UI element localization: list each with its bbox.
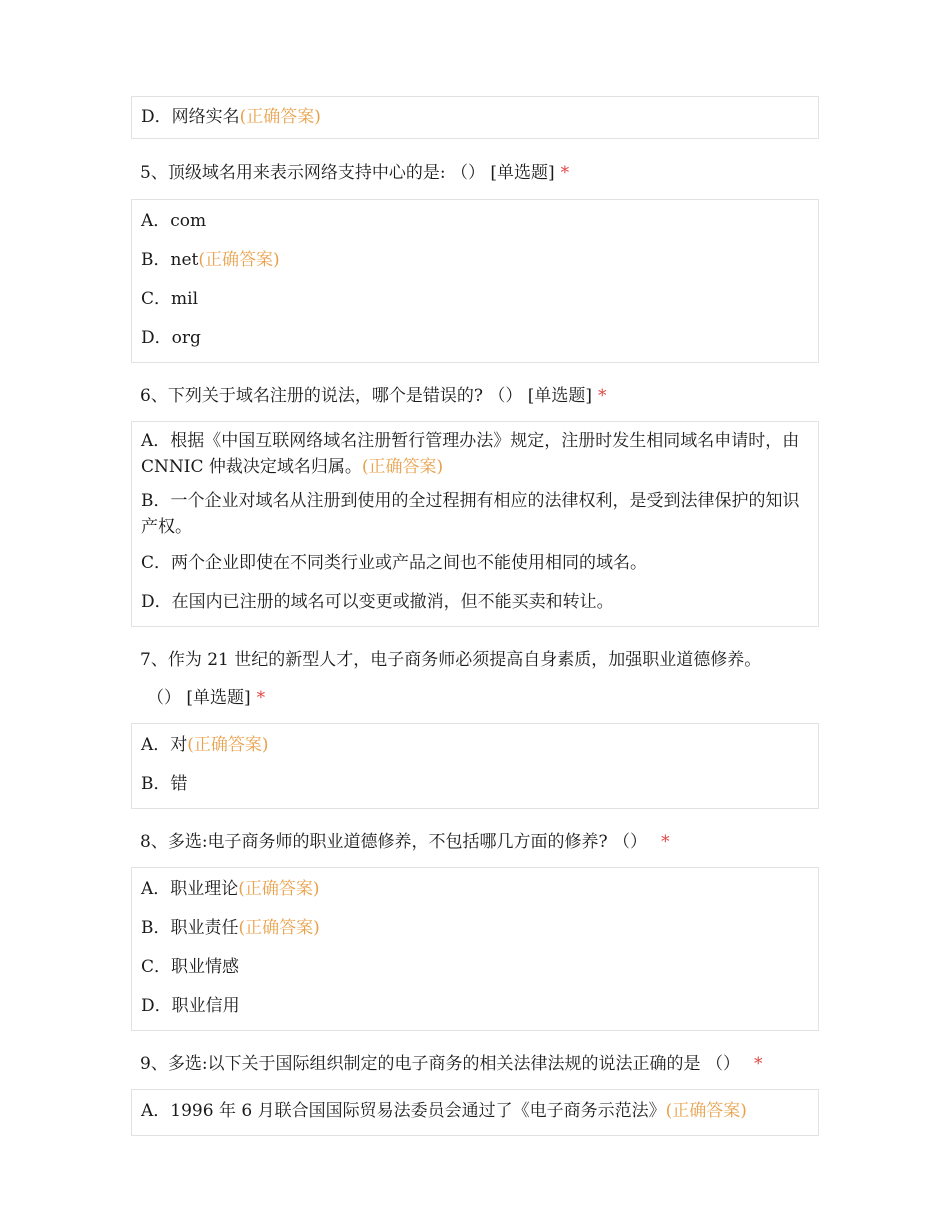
question-text: 8、多选:电子商务师的职业道德修养，不包括哪几方面的修养? （） [140, 832, 648, 852]
option-q7-b [141, 765, 808, 804]
option-box-q4 [131, 96, 819, 139]
option-label: B．职业责任 [141, 918, 239, 938]
option-q8-d [141, 987, 808, 1026]
question-text-line2 [140, 685, 819, 711]
question-text: 7、作为 21 世纪的新型人才，电子商务师必须提高自身素质，加强职业道德修养。 [140, 650, 762, 670]
option-q8-c [141, 948, 808, 987]
question-8-title [131, 829, 819, 855]
option-label: D．职业信用 [141, 996, 240, 1016]
option-box-q7 [131, 723, 819, 809]
correct-answer-tag: (正确答案) [665, 1101, 747, 1121]
option-label: A．com [141, 211, 207, 231]
question-7-title [131, 647, 819, 711]
required-marker: * [598, 386, 607, 406]
question-text: 9、多选:以下关于国际组织制定的电子商务的相关法律法规的说法正确的是 （） [140, 1054, 740, 1074]
option-q9-a [141, 1092, 808, 1131]
correct-answer-tag: (正确答案) [238, 918, 320, 938]
option-box-q8 [131, 867, 819, 1031]
correct-answer-tag: (正确答案) [361, 457, 444, 477]
option-q6-c [141, 544, 808, 583]
option-label: D．在国内已注册的域名可以变更或撤消，但不能买卖和转让。 [141, 592, 614, 612]
option-q4-d [141, 99, 808, 136]
option-q6-a [141, 424, 808, 484]
option-q8-b [141, 909, 808, 948]
survey-answer-sheet [131, 96, 819, 1136]
option-box-q6 [131, 421, 819, 627]
option-q6-b [141, 484, 808, 544]
option-label: A．职业理论 [141, 879, 239, 899]
correct-answer-tag: (正确答案) [239, 107, 321, 127]
question-6-title [131, 383, 819, 409]
option-box-q9 [131, 1089, 819, 1136]
option-label: C．mil [141, 289, 199, 309]
question-text: 5、顶级域名用来表示网络支持中心的是: （） [单选题] [140, 163, 555, 183]
option-q5-c [141, 280, 808, 319]
option-label: B．net [141, 250, 199, 270]
correct-answer-tag: (正确答案) [238, 879, 320, 899]
option-label: C．两个企业即使在不同类行业或产品之间也不能使用相同的域名。 [141, 553, 648, 573]
option-label: B．一个企业对域名从注册到使用的全过程拥有相应的法律权利，是受到法律保护的知识产权。 [141, 491, 800, 537]
correct-answer-tag: (正确答案) [198, 250, 280, 270]
option-q5-d [141, 319, 808, 358]
option-label: A．根据《中国互联网络域名注册暂行管理办法》规定，注册时发生相同域名申请时，由 CNNIC 仲裁决定域名归属。 [141, 431, 800, 477]
option-box-q5 [131, 199, 819, 363]
option-label: A．对 [141, 735, 188, 755]
option-q5-b [141, 241, 808, 280]
option-q5-a [141, 202, 808, 241]
option-label: C．职业情感 [141, 957, 240, 977]
option-q8-a [141, 870, 808, 909]
question-type: （） [单选题] [147, 688, 251, 708]
question-9-title [131, 1051, 819, 1077]
option-label: B．错 [141, 774, 188, 794]
option-q6-d [141, 583, 808, 622]
question-5-title [131, 160, 819, 186]
required-marker: * [661, 832, 670, 852]
question-text: 6、下列关于域名注册的说法，哪个是错误的? （） [单选题] [140, 386, 593, 406]
correct-answer-tag: (正确答案) [187, 735, 269, 755]
required-marker: * [256, 688, 266, 708]
option-label: A．1996 年 6 月联合国国际贸易法委员会通过了《电子商务示范法》 [141, 1101, 666, 1121]
required-marker: * [560, 163, 570, 183]
required-marker: * [753, 1054, 763, 1074]
option-q7-a [141, 726, 808, 765]
option-label: D．org [141, 328, 201, 348]
option-label: D．网络实名 [141, 107, 240, 127]
